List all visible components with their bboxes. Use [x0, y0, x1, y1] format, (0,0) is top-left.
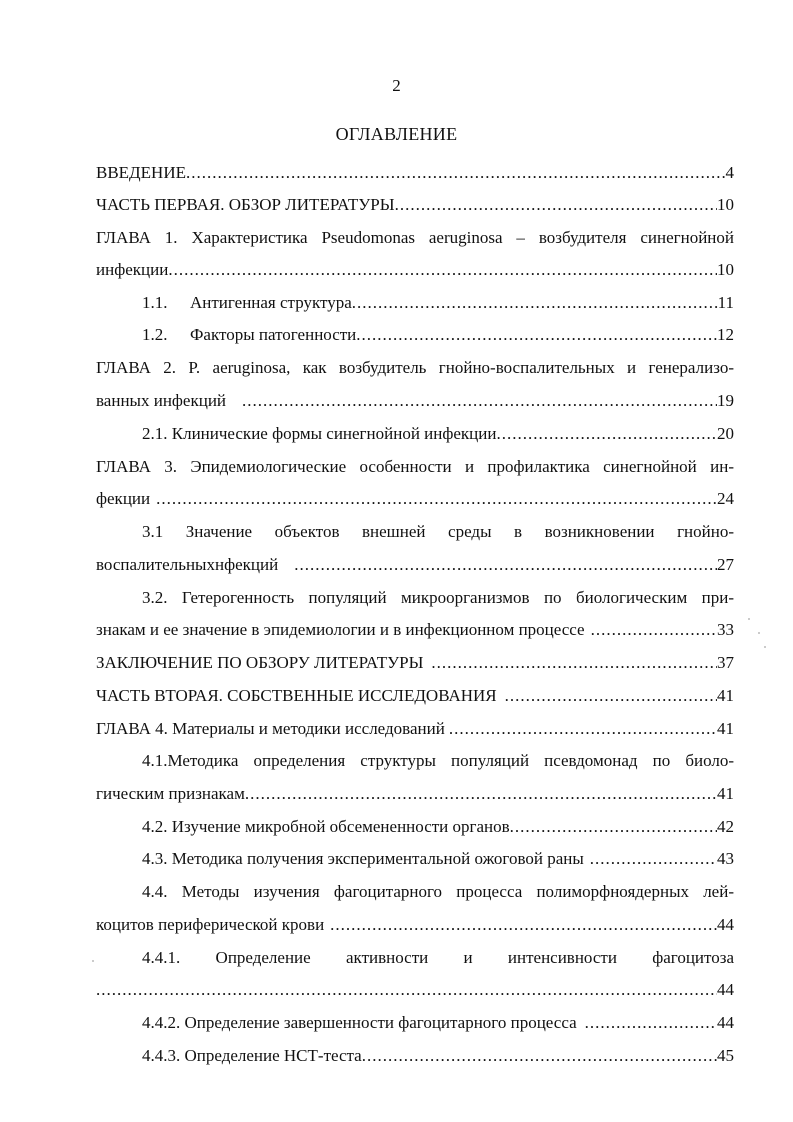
- toc-entry-4-4-1-line2[interactable]: [96, 979, 734, 1001]
- scan-speck: [758, 632, 760, 634]
- toc-entry-title: ЗАКЛЮЧЕНИЕ ПО ОБЗОРУ ЛИТЕРАТУРЫ: [96, 653, 424, 672]
- toc-entry-title: воспалительныхнфекций: [96, 555, 279, 574]
- toc-entry-title: 2.1. Клинические формы синегнойной инфекции: [142, 424, 497, 443]
- toc-entry-title: ЧАСТЬ ПЕРВАЯ. ОБЗОР ЛИТЕРАТУРЫ: [96, 195, 395, 214]
- toc-entry-3-2-line2[interactable]: [96, 619, 734, 641]
- toc-entry-title: ГЛАВА 4. Материалы и методики исследований: [96, 719, 445, 738]
- toc-entry-title: фекции: [96, 489, 151, 508]
- dot-leader: [505, 685, 717, 707]
- dot-leader: [356, 324, 717, 346]
- toc-entry-4-2[interactable]: [96, 816, 734, 838]
- toc-entry-title: знакам и ее значение в эпидемиологии и в инфекционном процессе: [96, 620, 585, 639]
- toc-entry-4-4-line1[interactable]: 4.4. Методы изучения фагоцитарного процесса полиморфноядерных лей-: [142, 882, 734, 901]
- toc-heading: ОГЛАВЛЕНИЕ: [335, 124, 458, 144]
- toc-page-number: 44: [717, 915, 734, 934]
- toc-entry-title: ЧАСТЬ ВТОРАЯ. СОБСТВЕННЫЕ ИССЛЕДОВАНИЯ: [96, 686, 497, 705]
- toc-entry-title: ванных инфекций: [96, 391, 227, 410]
- toc-entry-ch1-line2[interactable]: [96, 259, 734, 281]
- toc-page-number: 41: [717, 784, 734, 803]
- toc-entry-title: 4.4.2. Определение завершенности фагоцитарного процесса: [142, 1013, 577, 1032]
- toc-entry-3-2-line1[interactable]: 3.2. Гетерогенность популяций микроорганизмов по биологическим при-: [142, 588, 734, 607]
- toc-entry-ch3-line2[interactable]: [96, 488, 734, 510]
- toc-entry-4-4-2[interactable]: [96, 1012, 734, 1034]
- dot-leader: [585, 1012, 717, 1034]
- toc-entry-intro[interactable]: [96, 162, 734, 184]
- toc-page-number: 11: [717, 293, 734, 312]
- toc-entry-4-4-1-line1[interactable]: 4.4.1. Определение активности и интенсивности фагоцитоза: [142, 948, 734, 967]
- dot-leader: [449, 718, 717, 740]
- toc-entry-4-4-line2[interactable]: [96, 914, 734, 936]
- toc-entry-4-1-line2[interactable]: [96, 783, 734, 805]
- toc-page-number: 41: [717, 719, 734, 738]
- toc-entry-1-1[interactable]: [142, 292, 734, 314]
- dot-leader: [156, 488, 717, 510]
- toc-entry-ch1-line1[interactable]: ГЛАВА 1. Характеристика Pseudomonas aeruginosa – возбудителя синегнойной: [96, 228, 734, 247]
- toc-page-number: 41: [717, 686, 734, 705]
- toc-page-number: 44: [717, 980, 734, 999]
- toc-entry-title: Факторы патогенности: [190, 325, 357, 344]
- toc-entry-part1[interactable]: [96, 194, 734, 216]
- toc-page-number: 37: [717, 653, 734, 672]
- toc-entry-title: гическим признакам: [96, 784, 245, 803]
- toc-entry-ch3-line1[interactable]: ГЛАВА 3. Эпидемиологические особенности и профилактика синегнойной ин-: [96, 457, 734, 476]
- toc-entry-title: коцитов периферической крови: [96, 915, 325, 934]
- dot-leader: [510, 816, 717, 838]
- dot-leader: [186, 162, 726, 184]
- toc-entry-3-1-line2[interactable]: [96, 554, 734, 576]
- toc-entry-ch2-line1[interactable]: ГЛАВА 2. P. aeruginosa, как возбудитель гнойно-воспалительных и генерализо-: [96, 358, 734, 377]
- toc-entry-title: ВВЕДЕНИЕ: [96, 163, 186, 182]
- toc-page-number: 24: [717, 489, 734, 508]
- toc-entry-part2[interactable]: [96, 685, 734, 707]
- dot-leader: [245, 783, 717, 805]
- toc-page-number: 33: [717, 620, 734, 639]
- scan-speck: [748, 618, 750, 620]
- toc-page-number: 19: [717, 391, 734, 410]
- toc-entry-2-1[interactable]: [96, 423, 734, 445]
- toc-entry-3-1-line1[interactable]: 3.1 Значение объектов внешней среды в возникновении гнойно-: [142, 522, 734, 541]
- dot-leader: [591, 619, 717, 641]
- toc-entry-ch2-line2[interactable]: [96, 390, 734, 412]
- toc-page-number: 27: [717, 555, 734, 574]
- toc-entry-title: 4.3. Методика получения экспериментальной ожоговой раны: [142, 849, 584, 868]
- scan-speck: [764, 646, 766, 648]
- toc-entry-title: инфекции: [96, 260, 169, 279]
- page-number: 2: [392, 76, 401, 95]
- toc-entry-title: 4.4.3. Определение НСТ-теста: [142, 1046, 362, 1065]
- scan-speck: [92, 960, 94, 962]
- toc-page-number: 10: [717, 195, 734, 214]
- toc-entry-title: Антигенная структура: [190, 293, 352, 312]
- toc-entry-conclusion[interactable]: [96, 652, 734, 674]
- toc-entry-ch4[interactable]: [96, 718, 734, 740]
- dot-leader: [242, 390, 717, 412]
- dot-leader: [395, 194, 717, 216]
- dot-leader: [96, 979, 717, 1001]
- toc-entry-4-4-3[interactable]: [96, 1045, 734, 1067]
- toc-page-number: 44: [717, 1013, 734, 1032]
- dot-leader: [330, 914, 717, 936]
- dot-leader: [352, 292, 718, 314]
- dot-leader: [294, 554, 717, 576]
- toc-entry-title: 4.2. Изучение микробной обсемененности органов: [142, 817, 510, 836]
- dot-leader: [362, 1045, 717, 1067]
- toc-entry-4-3[interactable]: [96, 848, 734, 870]
- toc-page-number: 4: [725, 163, 734, 182]
- section-number: 1.2.: [142, 325, 168, 344]
- toc-page-number: 42: [717, 817, 734, 836]
- toc-page-number: 45: [717, 1046, 734, 1065]
- dot-leader: [431, 652, 717, 674]
- dot-leader: [496, 423, 717, 445]
- toc-page-number: 20: [717, 424, 734, 443]
- dot-leader: [168, 259, 717, 281]
- toc-page-number: 43: [717, 849, 734, 868]
- toc-entry-4-1-line1[interactable]: 4.1.Методика определения структуры популяций псевдомонад по биоло-: [142, 751, 734, 770]
- toc-entry-1-2[interactable]: [142, 324, 734, 346]
- dot-leader: [590, 848, 717, 870]
- toc-page-number: 10: [717, 260, 734, 279]
- toc-page-number: 12: [717, 325, 734, 344]
- section-number: 1.1.: [142, 293, 168, 312]
